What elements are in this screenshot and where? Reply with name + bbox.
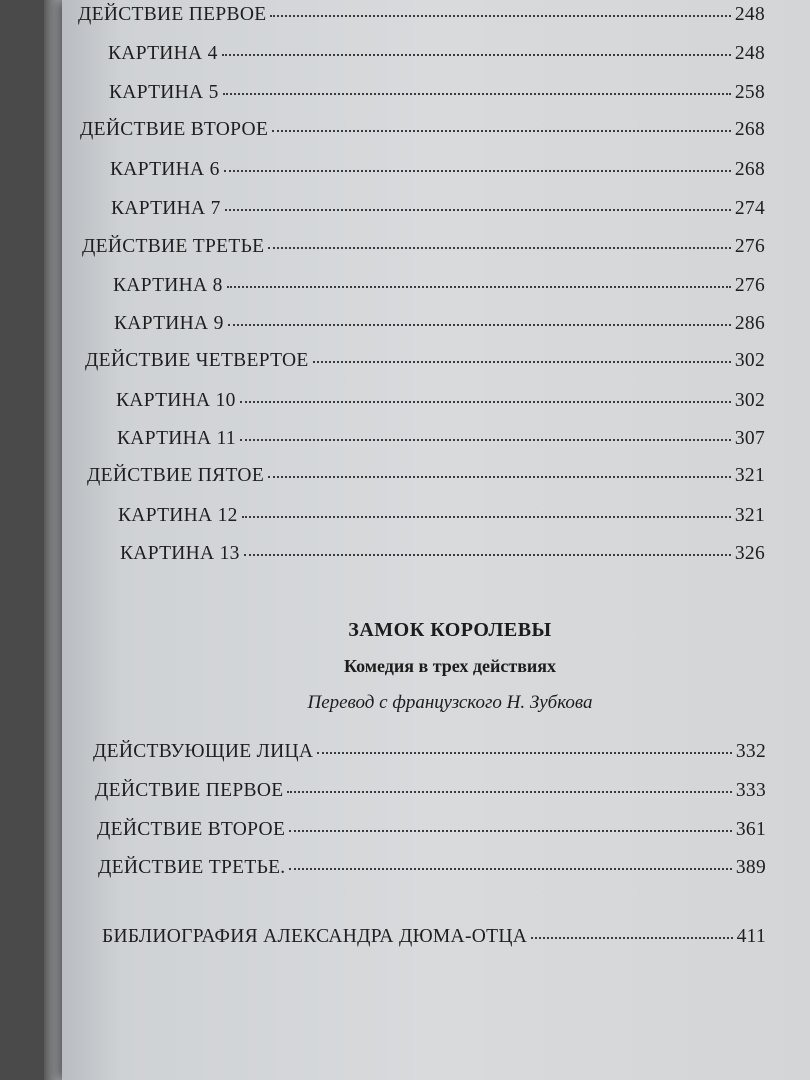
toc-subentry: [113, 275, 765, 297]
toc-entry-label: КАРТИНА 11: [117, 428, 236, 449]
toc-entry-page: 302: [734, 390, 765, 411]
toc-entry-label: ДЕЙСТВИЕ ТРЕТЬЕ: [82, 236, 265, 257]
toc-subentry: [111, 198, 765, 220]
toc-entry-label: КАРТИНА 9: [114, 313, 224, 334]
dot-leader: [240, 400, 731, 403]
toc-entry-page: 248: [734, 4, 765, 25]
toc-entry-page: 276: [734, 236, 765, 257]
toc-entry-label: КАРТИНА 7: [111, 198, 221, 219]
dot-leader: [227, 285, 731, 288]
toc-subentry: [117, 428, 765, 450]
dot-leader: [313, 360, 731, 363]
toc-entry: [98, 857, 766, 879]
toc-entry: [87, 465, 765, 487]
toc-entry-page: 286: [734, 313, 765, 334]
toc-subentry: [110, 159, 765, 181]
dot-leader: [240, 438, 731, 441]
toc-entry-bibliography: [102, 926, 766, 948]
toc-entry-label: КАРТИНА 12: [118, 505, 238, 526]
play-subtitle: Комедия в трех действиях: [343, 656, 557, 676]
dot-leader: [244, 553, 731, 556]
toc-subentry: [118, 505, 765, 527]
toc-entry-label: КАРТИНА 10: [116, 390, 236, 411]
toc-subentry: [108, 43, 765, 65]
dot-leader: [225, 208, 731, 211]
toc-entry-label: БИБЛИОГРАФИЯ АЛЕКСАНДРА ДЮМА-ОТЦА: [102, 926, 528, 947]
toc-entry: [95, 780, 766, 802]
toc-entry-label: ДЕЙСТВИЕ ПЯТОЕ: [87, 465, 265, 486]
toc-entry-label: КАРТИНА 6: [110, 159, 220, 180]
toc-entry-page: 307: [734, 428, 765, 449]
dot-leader: [222, 53, 731, 56]
toc-entry-page: 268: [734, 119, 765, 140]
toc-entry-label: КАРТИНА 5: [109, 82, 219, 103]
dot-leader: [272, 129, 731, 132]
dot-leader: [268, 475, 731, 478]
toc-entry-page: 258: [734, 82, 765, 103]
toc-entry-page: 326: [734, 543, 765, 564]
play-title: ЗАМОК КОРОЛЕВЫ: [348, 619, 552, 641]
toc-entry-page: 321: [734, 465, 765, 486]
dot-leader: [289, 829, 732, 832]
dot-leader: [289, 867, 731, 870]
toc-entry-label: КАРТИНА 8: [113, 275, 223, 296]
dot-leader: [287, 790, 731, 793]
toc-subentry: [120, 543, 765, 565]
toc-entry: [80, 119, 765, 141]
toc-subentry: [116, 390, 765, 412]
toc-entry: [82, 236, 765, 258]
toc-entry-page: 321: [734, 505, 765, 526]
toc-entry-label: ДЕЙСТВИЕ ПЕРВОЕ: [78, 4, 267, 25]
toc-entry-label: ДЕЙСТВУЮЩИЕ ЛИЦА: [93, 741, 314, 762]
toc-entry-page: 332: [735, 741, 766, 762]
toc-entry-page: 268: [734, 159, 765, 180]
toc-entry-label: ДЕЙСТВИЕ ТРЕТЬЕ.: [98, 857, 286, 878]
toc-entry: [85, 350, 765, 372]
dot-leader: [223, 92, 731, 95]
dot-leader: [270, 14, 730, 17]
dot-leader: [224, 169, 731, 172]
toc-entry-label: ДЕЙСТВИЕ ПЕРВОЕ: [95, 780, 284, 801]
dot-leader: [242, 515, 731, 518]
toc-entry-page: 333: [735, 780, 766, 801]
toc-entry-page: 248: [734, 43, 765, 64]
toc-entry-label: ДЕЙСТВИЕ ВТОРОЕ: [80, 119, 269, 140]
toc-entry-page: 361: [735, 819, 766, 840]
toc-entry-label: КАРТИНА 4: [108, 43, 218, 64]
toc-entry-page: 302: [734, 350, 765, 371]
toc-subentry: [114, 313, 765, 335]
dot-leader: [531, 936, 732, 939]
toc-entry-label: ДЕЙСТВИЕ ВТОРОЕ: [97, 819, 286, 840]
dot-leader: [268, 246, 731, 249]
toc-entry-page: 389: [735, 857, 766, 878]
toc-entry-page: 274: [734, 198, 765, 219]
dot-leader: [317, 751, 732, 754]
toc-entry-label: ДЕЙСТВИЕ ЧЕТВЕРТОЕ: [85, 350, 309, 371]
dot-leader: [228, 323, 731, 326]
toc-entry: [93, 741, 766, 763]
toc-entry-page: 411: [736, 926, 766, 947]
toc-entry-page: 276: [734, 275, 765, 296]
toc-entry-label: КАРТИНА 13: [120, 543, 240, 564]
toc-subentry: [109, 82, 765, 104]
toc-entry: [97, 819, 766, 841]
play-translation-credit: Перевод с французского Н. Зубкова: [307, 692, 593, 713]
toc-entry: [78, 4, 765, 26]
